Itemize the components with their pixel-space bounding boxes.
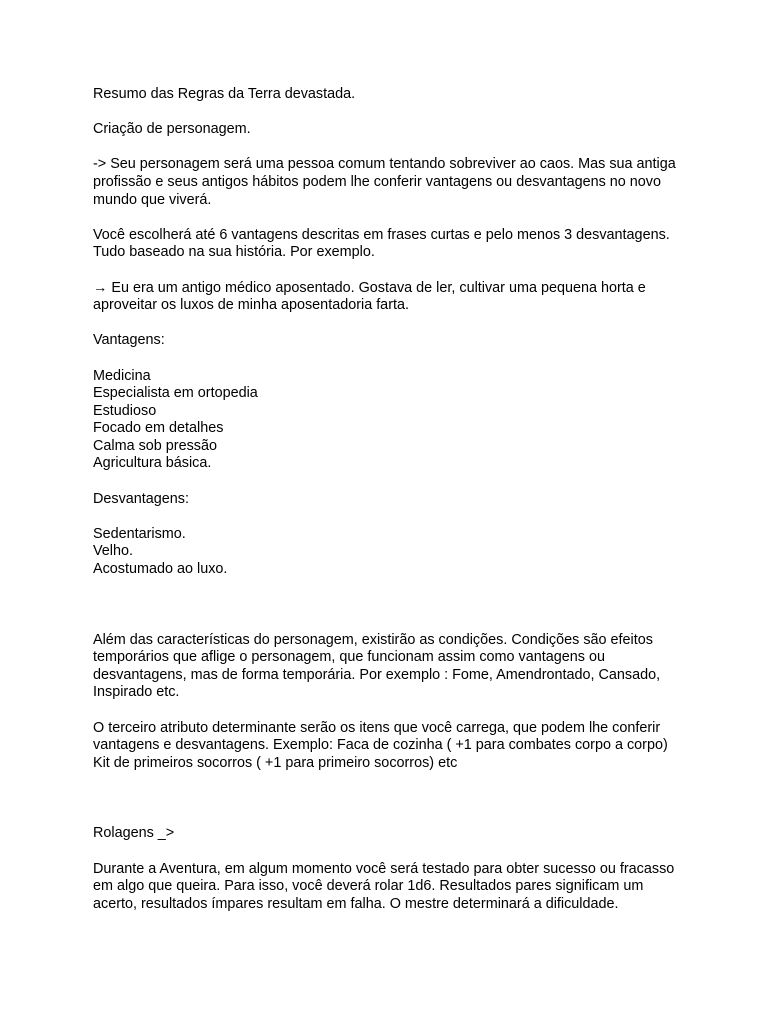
list-item: Sedentarismo. [93, 525, 186, 542]
list-item: Calma sob pressão [93, 437, 217, 454]
list-item: Agricultura básica. [93, 455, 212, 472]
list-item: Velho. [93, 543, 134, 560]
advantages-list [93, 368, 683, 474]
list-item: Medicina [93, 367, 151, 384]
choose-paragraph: Você escolherá até 6 vantagens descritas em frases curtas e pelo menos 3 desvantagens. Tudo baseado na sua história. Por exemplo. [93, 226, 670, 261]
items-text-kit: Kit de primeiros socorros ( +1 para primeiro socorros) etc [93, 754, 458, 771]
list-item: Focado em detalhes [93, 420, 224, 437]
conditions-paragraph: Além das características do personagem, existirão as condições. Condições são efeitos temporários que aflige o personagem, que funcionam assim como vantagens ou desvantagens, mas de forma temporária. Por exemplo : Fome, Amendrontado, Cansado, Inspirado etc. [93, 631, 661, 701]
rolls-heading: Rolagens _> [93, 825, 175, 842]
advantages-heading: Vantagens: [93, 332, 165, 349]
disadvantages-heading: Desvantagens: [93, 490, 189, 507]
document-page [93, 86, 683, 931]
disadvantages-list [93, 526, 683, 579]
rolls-paragraph: Durante a Aventura, em algum momento você será testado para obter sucesso ou fracasso em algo que queira. Para isso, você deverá rolar 1d6. Resultados pares significam um acerto, resultados ímpares resultam em falha. O mestre determinará a dificuldade. [93, 860, 675, 912]
section-heading-character: Criação de personagem. [93, 121, 251, 138]
example-paragraph: → Eu era um antigo médico aposentado. Gostava de ler, cultivar uma pequena horta e aproveitar os luxos de minha aposentadoria farta. [93, 279, 646, 314]
items-text: O terceiro atributo determinante serão os itens que você carrega, que podem lhe conferir vantagens e desvantagens. Exemplo: Faca de cozinha ( +1 para combates corpo a corpo) [93, 719, 668, 754]
list-item: Especialista em ortopedia [93, 385, 258, 402]
intro-paragraph: -> Seu personagem será uma pessoa comum tentando sobreviver ao caos. Mas sua antiga profissão e seus antigos hábitos podem lhe conferir vantagens ou desvantagens no novo mundo que viverá. [93, 156, 676, 208]
document-title: Resumo das Regras da Terra devastada. [93, 86, 356, 102]
list-item: Estudioso [93, 402, 157, 419]
list-item: Acostumado ao luxo. [93, 561, 228, 578]
items-paragraph [93, 720, 683, 773]
